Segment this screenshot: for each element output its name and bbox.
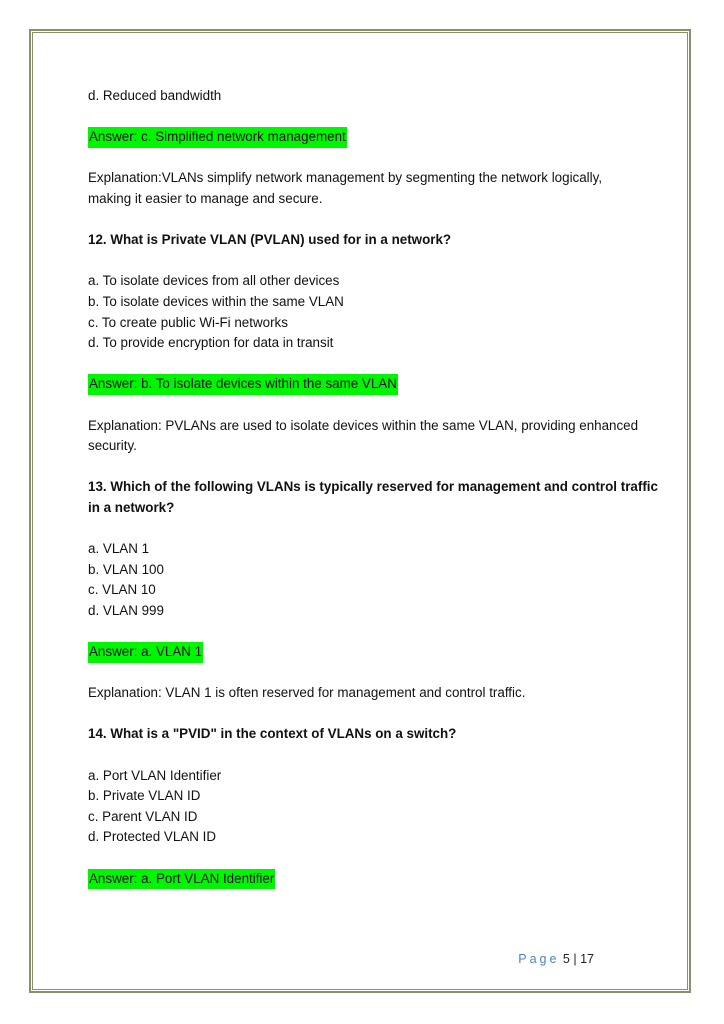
paragraph-gap xyxy=(88,148,648,169)
explanation-text: Explanation:VLANs simplify network management by segmenting the network logically, xyxy=(88,170,603,186)
answer-option: d. VLAN 999 xyxy=(88,602,164,618)
question-text: 12. What is Private VLAN (PVLAN) used for in a network? xyxy=(88,232,452,248)
correct-answer-highlight: Answer: b. To isolate devices within the same VLAN xyxy=(88,374,398,395)
page-total: 17 xyxy=(580,952,594,966)
paragraph-gap xyxy=(88,395,648,416)
page-separator: | xyxy=(573,952,577,966)
correct-answer-line xyxy=(88,127,648,148)
paragraph-gap xyxy=(88,848,648,869)
correct-answer-highlight: Answer: a. Port VLAN Identifier xyxy=(88,869,275,890)
explanation-text: making it easier to manage and secure. xyxy=(88,190,323,206)
question-text: in a network? xyxy=(88,499,175,515)
answer-option: d. Protected VLAN ID xyxy=(88,829,217,845)
answer-option: c. Parent VLAN ID xyxy=(88,808,198,824)
answer-option: d. To provide encryption for data in transit xyxy=(88,335,334,351)
paragraph-gap xyxy=(88,663,648,684)
paragraph-gap xyxy=(88,518,648,539)
answer-option: c. To create public Wi-Fi networks xyxy=(88,314,288,330)
paragraph-gap xyxy=(88,621,648,642)
correct-answer-line xyxy=(88,642,648,663)
answer-option: a. To isolate devices from all other devices xyxy=(88,273,340,289)
paragraph-gap xyxy=(88,354,648,375)
paragraph-gap xyxy=(88,745,648,766)
correct-answer-line xyxy=(88,374,648,395)
page-label: Page xyxy=(518,952,560,966)
correct-answer-highlight: Answer: c. Simplified network management xyxy=(88,127,347,148)
page-footer xyxy=(518,952,594,966)
explanation-text: security. xyxy=(88,438,137,454)
correct-answer-line xyxy=(88,869,648,890)
paragraph-gap xyxy=(88,457,648,478)
answer-option: b. VLAN 100 xyxy=(88,561,164,577)
answer-option: b. To isolate devices within the same VLAN xyxy=(88,293,344,309)
document-body xyxy=(88,86,658,889)
question-text: 14. What is a "PVID" in the context of VLANs on a switch? xyxy=(88,726,457,742)
paragraph-gap xyxy=(88,107,648,128)
correct-answer-highlight: Answer: a. VLAN 1 xyxy=(88,642,203,663)
answer-option: c. VLAN 10 xyxy=(88,582,156,598)
answer-option: b. Private VLAN ID xyxy=(88,788,201,804)
page-number: 5 xyxy=(562,952,570,966)
question-text: 13. Which of the following VLANs is typically reserved for management and control traffic xyxy=(88,479,658,495)
explanation-text: Explanation: PVLANs are used to isolate devices within the same VLAN, providing enhanced xyxy=(88,417,639,433)
paragraph-gap xyxy=(88,210,648,231)
answer-option: a. VLAN 1 xyxy=(88,541,150,557)
paragraph-gap xyxy=(88,251,648,272)
answer-option: d. Reduced bandwidth xyxy=(88,88,222,103)
answer-option: a. Port VLAN Identifier xyxy=(88,767,222,783)
paragraph-gap xyxy=(88,704,648,725)
explanation-text: Explanation: VLAN 1 is often reserved for management and control traffic. xyxy=(88,685,526,701)
